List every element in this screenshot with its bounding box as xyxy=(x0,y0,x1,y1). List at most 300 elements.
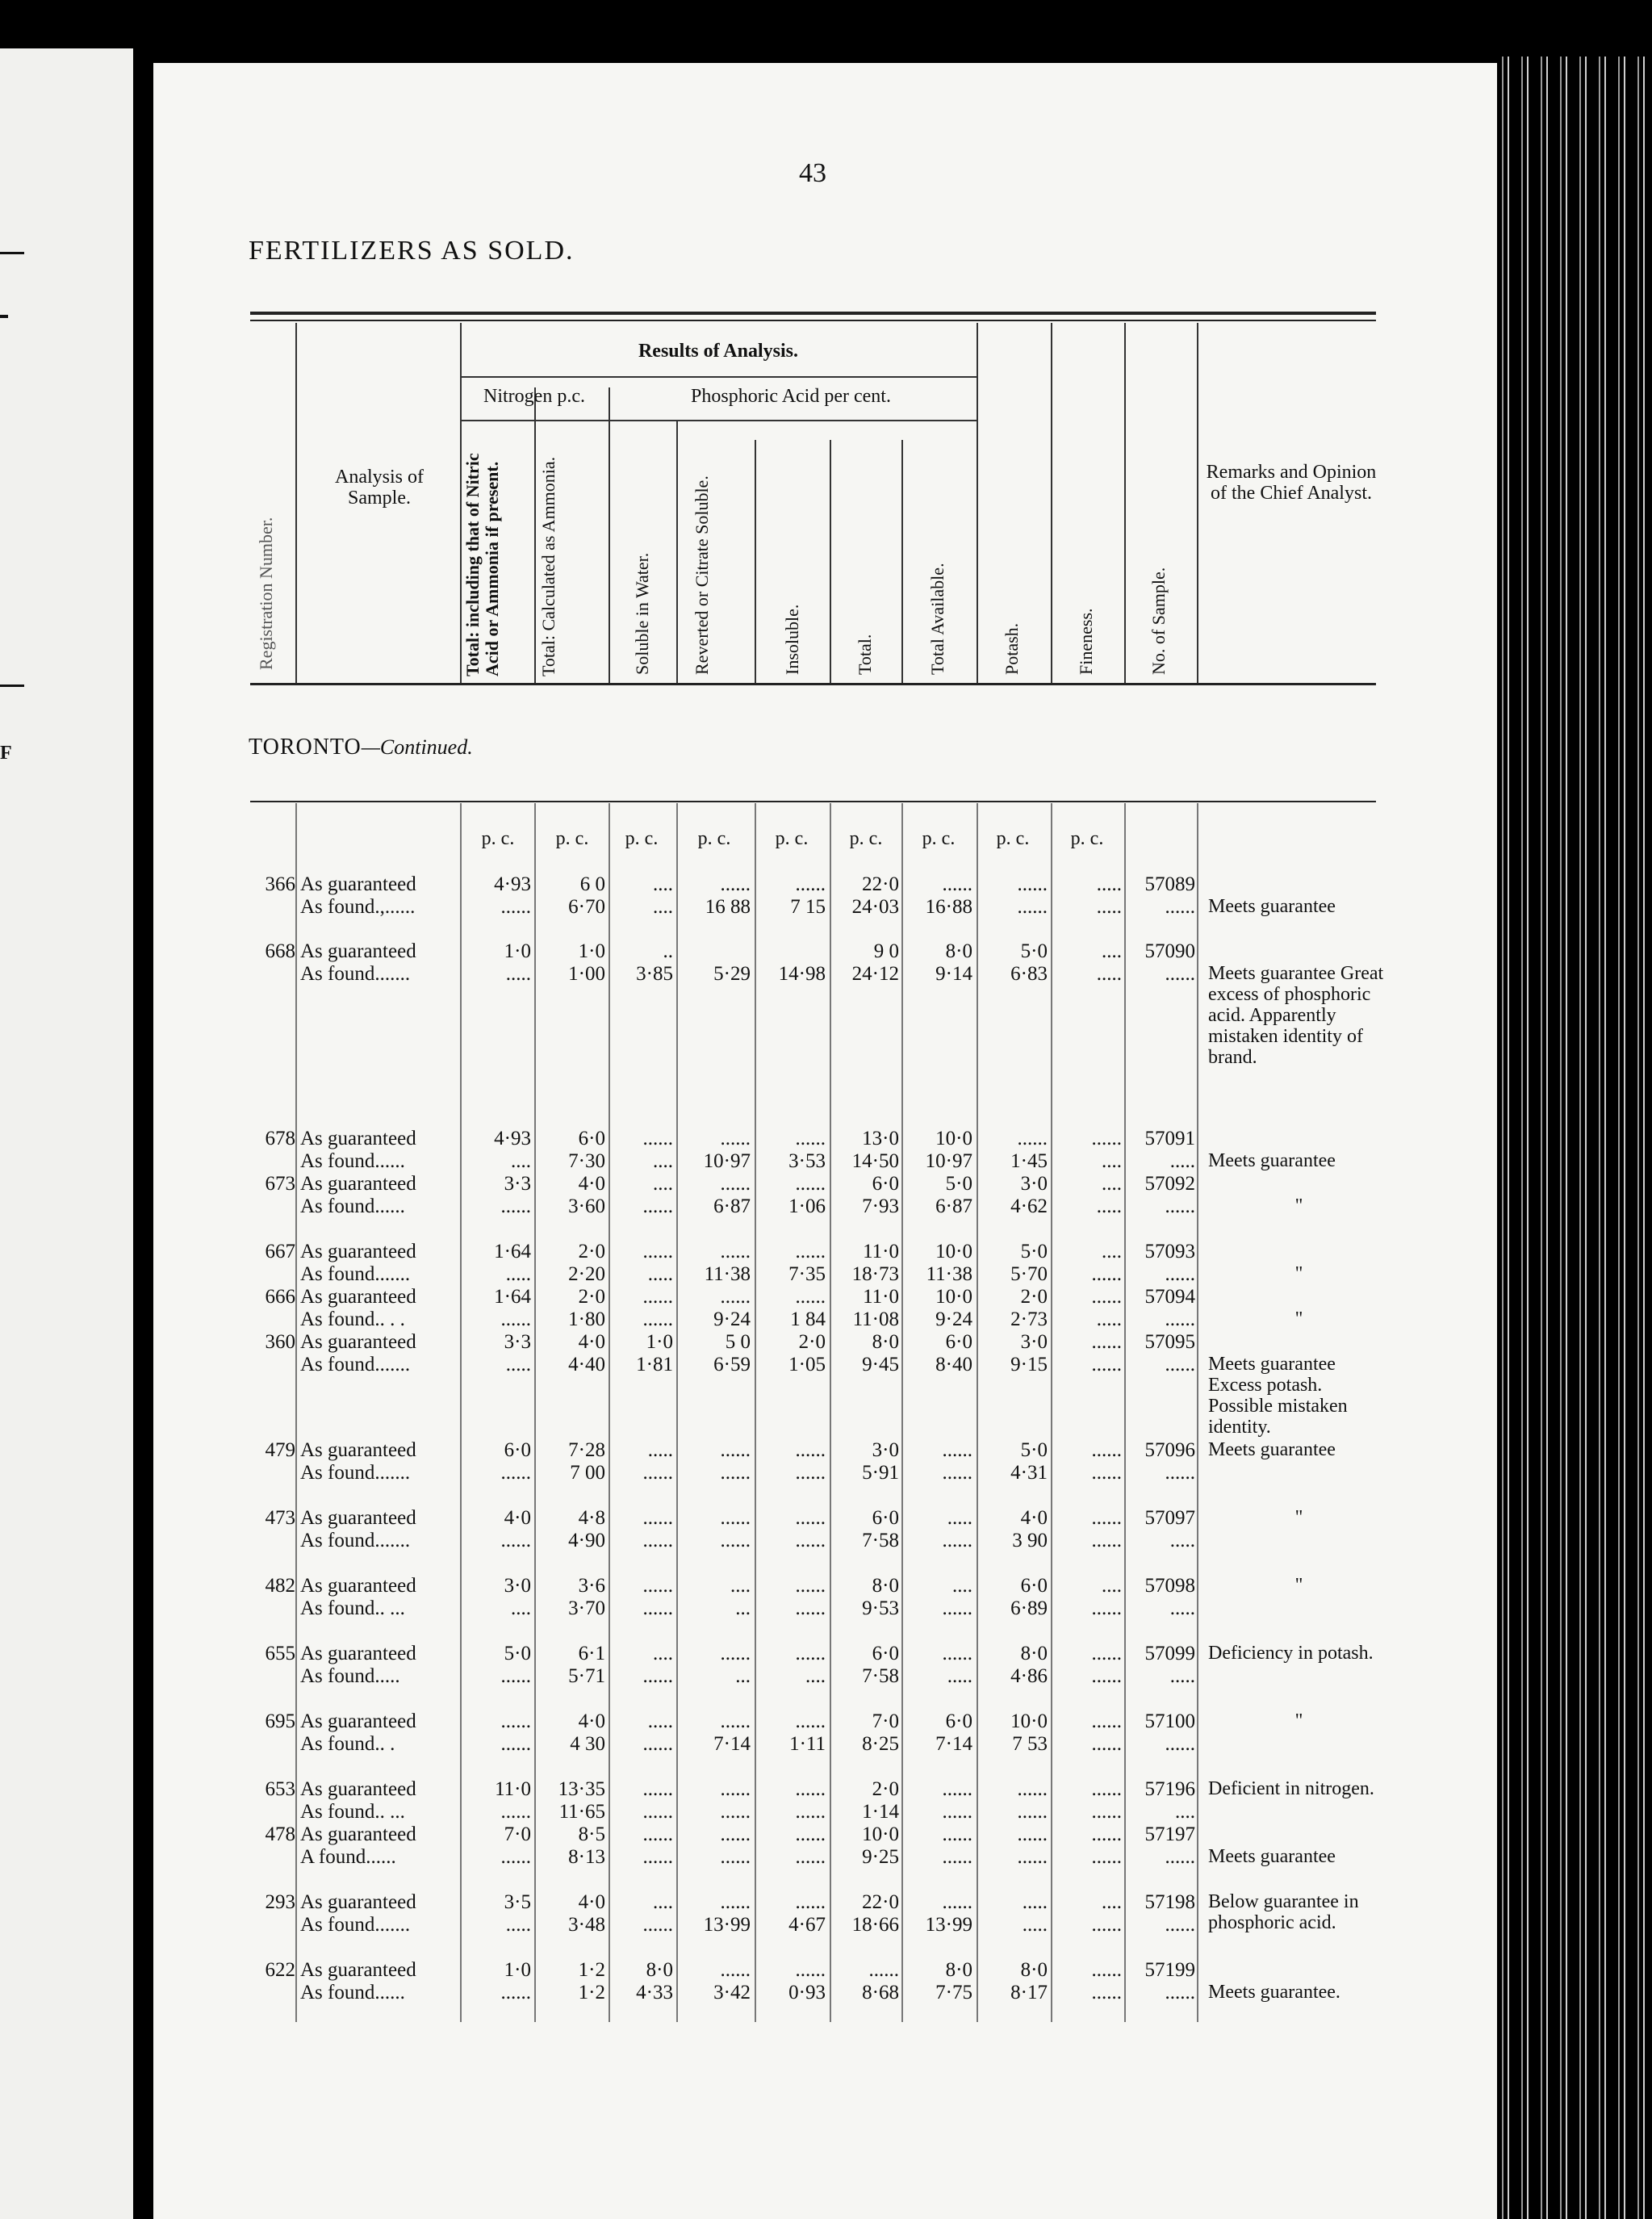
cell-sample: 57197 xyxy=(1144,1823,1195,1845)
cell-sol: ...... xyxy=(642,1846,673,1868)
cell-sol: ...... xyxy=(642,1286,673,1308)
cell-fin: ...... xyxy=(1091,1643,1122,1664)
cell-sol: .. xyxy=(663,940,673,962)
cell-sol: 1·0 xyxy=(646,1331,673,1353)
cell-pot: 10·0 xyxy=(1010,1710,1048,1732)
header-top-rule-2 xyxy=(250,320,1376,321)
cell-rev: 11·38 xyxy=(704,1263,751,1285)
cell-label: As found..... xyxy=(300,1665,400,1687)
cell-n-total: .... xyxy=(511,1150,531,1172)
unit-label: p. c. xyxy=(625,828,659,849)
cell-label: As guaranteed xyxy=(300,940,416,962)
cell-tot: 8·25 xyxy=(862,1733,899,1755)
header-top-rule xyxy=(250,312,1376,315)
unit-label: p. c. xyxy=(481,828,515,849)
cell-tot: 3·0 xyxy=(872,1439,899,1461)
cell-sample: 57198 xyxy=(1144,1891,1195,1913)
cell-label: As found....... xyxy=(300,1263,411,1285)
cell-ins: ...... xyxy=(795,1643,826,1664)
cell-pot: ...... xyxy=(1017,1801,1048,1823)
cell-avail: 11·38 xyxy=(926,1263,972,1285)
cell-rev: 10·97 xyxy=(703,1150,751,1172)
cell-fin: ..... xyxy=(1096,1308,1122,1330)
cell-pot: ...... xyxy=(1017,1128,1048,1149)
cell-n-total: ..... xyxy=(505,1354,531,1375)
cell-tot: 1·14 xyxy=(862,1801,899,1823)
cell-sol: .... xyxy=(653,1173,673,1195)
cell-tot: 11·0 xyxy=(863,1286,899,1308)
cell-label: As found...... xyxy=(300,1195,405,1217)
cell-sol: .... xyxy=(653,1150,673,1172)
cell-n-amm: 7·28 xyxy=(568,1439,605,1461)
cell-pot: ...... xyxy=(1017,873,1048,895)
cell-label: As found....... xyxy=(300,963,411,985)
cell-n-total: 1·0 xyxy=(504,940,531,962)
cell-tot: 9·53 xyxy=(862,1597,899,1619)
cell-tot: 7·0 xyxy=(872,1710,899,1732)
cell-rev: ...... xyxy=(720,1439,751,1461)
cell-sol: ...... xyxy=(642,1308,673,1330)
cell-pot: 8·0 xyxy=(1020,1643,1048,1664)
cell-n-total: ...... xyxy=(500,1665,531,1687)
nitrogen-group-header: Nitrogen p.c. xyxy=(483,386,585,407)
cell-rev: ...... xyxy=(720,1286,751,1308)
cell-fin: .... xyxy=(1102,1150,1122,1172)
cell-n-total: ..... xyxy=(505,963,531,985)
cell-sol: ...... xyxy=(642,1801,673,1823)
fineness-header: Fineness. xyxy=(1076,608,1096,675)
cell-label: As guaranteed xyxy=(300,1286,416,1308)
cell-avail: 10·0 xyxy=(935,1128,972,1149)
cell-n-total: ...... xyxy=(500,1733,531,1755)
cell-tot: 13·0 xyxy=(862,1128,899,1149)
cell-n-amm: 1·00 xyxy=(568,963,605,985)
cell-ins: 14·98 xyxy=(778,963,826,985)
cell-reg: 360 xyxy=(265,1331,295,1353)
cell-avail: 7·14 xyxy=(935,1733,972,1755)
cell-remark: Meets guarantee Great excess of phosphoric acid. Apparently mistaken identity of brand. xyxy=(1208,963,1384,1068)
cell-rev: ...... xyxy=(720,1462,751,1484)
cell-pot: 8·17 xyxy=(1010,1982,1048,2003)
page-title: FERTILIZERS AS SOLD. xyxy=(249,236,575,266)
cell-sol: 1·81 xyxy=(636,1354,673,1375)
cell-n-amm: 3·6 xyxy=(578,1575,605,1597)
cell-sample: ..... xyxy=(1169,1665,1195,1687)
cell-sol: ...... xyxy=(642,1914,673,1936)
cell-label: As found.. ... xyxy=(300,1801,405,1823)
cell-sol: ...... xyxy=(642,1597,673,1619)
cell-fin: ...... xyxy=(1091,1914,1122,1936)
cell-n-total: 3·0 xyxy=(504,1575,531,1597)
cell-fin: ...... xyxy=(1091,1263,1122,1285)
cell-avail: ..... xyxy=(947,1507,972,1529)
cell-ins: ...... xyxy=(795,1507,826,1529)
cell-sample: 57099 xyxy=(1144,1643,1195,1664)
cell-ins: .... xyxy=(805,1665,826,1687)
cell-sample: ...... xyxy=(1165,1354,1195,1375)
cell-avail: 6·0 xyxy=(945,1331,972,1353)
cell-rev: ...... xyxy=(720,1173,751,1195)
cell-label: As found...... xyxy=(300,1982,405,2003)
col-divider xyxy=(609,387,610,683)
cell-rev: ...... xyxy=(720,1507,751,1529)
cell-pot: 5·0 xyxy=(1020,940,1048,962)
results-of-analysis-header: Results of Analysis. xyxy=(638,341,799,362)
cell-ins: 2·0 xyxy=(798,1331,826,1353)
cell-remark: Meets guarantee xyxy=(1208,896,1336,917)
cell-reg: 479 xyxy=(265,1439,295,1461)
cell-pot: 5·70 xyxy=(1010,1263,1048,1285)
cell-label: As guaranteed xyxy=(300,1331,416,1353)
cell-n-total: ...... xyxy=(500,896,531,918)
cell-sol: .... xyxy=(653,1891,673,1913)
cell-ins: 4·67 xyxy=(788,1914,826,1936)
cell-sol: ...... xyxy=(642,1530,673,1551)
cell-reg: 695 xyxy=(265,1710,295,1732)
cell-fin: .... xyxy=(1102,1891,1122,1913)
cell-rev: ...... xyxy=(720,1710,751,1732)
cell-pot: 4·86 xyxy=(1010,1665,1048,1687)
cell-sample: ...... xyxy=(1165,1914,1195,1936)
cell-reg: 678 xyxy=(265,1128,295,1149)
subgroup-rule xyxy=(460,420,977,421)
cell-pot: 8·0 xyxy=(1020,1959,1048,1981)
cell-label: A found...... xyxy=(300,1846,396,1868)
cell-n-total: 11·0 xyxy=(495,1778,531,1800)
cell-sample: 57096 xyxy=(1144,1439,1195,1461)
cell-label: As found....... xyxy=(300,1914,411,1936)
cell-n-amm: 7·30 xyxy=(568,1150,605,1172)
cell-fin: ..... xyxy=(1096,1195,1122,1217)
cell-sol: 3·85 xyxy=(636,963,673,985)
cell-rev: 7·14 xyxy=(713,1733,751,1755)
cell-reg: 622 xyxy=(265,1959,295,1981)
cell-avail: 13·99 xyxy=(925,1914,972,1936)
cell-n-amm: 4·0 xyxy=(578,1331,605,1353)
cell-ins: 1·06 xyxy=(788,1195,826,1217)
cell-sample: 57091 xyxy=(1144,1128,1195,1149)
cell-avail: 8·0 xyxy=(945,940,972,962)
cell-n-total: ...... xyxy=(500,1530,531,1551)
cell-pot: ...... xyxy=(1017,1823,1048,1845)
cell-tot: 7·58 xyxy=(862,1665,899,1687)
unit-label: p. c. xyxy=(849,828,883,849)
cell-n-amm: 3·70 xyxy=(568,1597,605,1619)
cell-sample: ..... xyxy=(1169,1150,1195,1172)
insoluble-header: Insoluble. xyxy=(782,604,802,675)
cell-label: As found.. . xyxy=(300,1733,395,1755)
col-divider xyxy=(1124,323,1126,683)
cell-ins: ...... xyxy=(795,1823,826,1845)
cell-ins: 1·11 xyxy=(789,1733,826,1755)
cell-n-amm: 4·90 xyxy=(568,1530,605,1551)
cell-pot: ...... xyxy=(1017,896,1048,918)
cell-avail: ...... xyxy=(942,873,972,895)
cell-rev: ...... xyxy=(720,1241,751,1262)
soluble-water-header: Soluble in Water. xyxy=(632,552,652,675)
cell-fin: ..... xyxy=(1096,873,1122,895)
cell-sample: ...... xyxy=(1165,1308,1195,1330)
cell-reg: 473 xyxy=(265,1507,295,1529)
cell-tot: 11·08 xyxy=(852,1308,899,1330)
cell-avail: ...... xyxy=(942,1823,972,1845)
cell-fin: ...... xyxy=(1091,1982,1122,2003)
cell-sample: 57094 xyxy=(1144,1286,1195,1308)
cell-reg: 673 xyxy=(265,1173,295,1195)
unit-label: p. c. xyxy=(996,828,1030,849)
cell-tot: 9·45 xyxy=(862,1354,899,1375)
total-available-header: Total Available. xyxy=(927,563,947,675)
cell-avail: 10·0 xyxy=(935,1286,972,1308)
cell-avail: ...... xyxy=(942,1778,972,1800)
cell-fin: ...... xyxy=(1091,1801,1122,1823)
cell-sol: ..... xyxy=(647,1710,673,1732)
cell-fin: ...... xyxy=(1091,1665,1122,1687)
cell-n-amm: 1·2 xyxy=(578,1982,605,2003)
cell-label: As guaranteed xyxy=(300,1823,416,1845)
cell-label: As guaranteed xyxy=(300,1241,416,1262)
cell-avail: ...... xyxy=(942,1530,972,1551)
cell-tot: 6·0 xyxy=(872,1643,899,1664)
cell-ins: ...... xyxy=(795,1173,826,1195)
cell-sol: ...... xyxy=(642,1241,673,1262)
cell-ins: ...... xyxy=(795,1959,826,1981)
cell-rev: 6·59 xyxy=(713,1354,751,1375)
analysis-of-sample-header: Analysis of Sample. xyxy=(335,467,424,509)
cell-sol: ...... xyxy=(642,1823,673,1845)
cell-sample: .... xyxy=(1175,1801,1195,1823)
cell-fin: ...... xyxy=(1091,1128,1122,1149)
cell-n-amm: 4·40 xyxy=(568,1354,605,1375)
remarks-header: Remarks and Opinion of the Chief Analyst. xyxy=(1206,462,1377,504)
cell-n-amm: 5·71 xyxy=(568,1665,605,1687)
cell-n-total: ..... xyxy=(505,1914,531,1936)
cell-rev: ...... xyxy=(720,1128,751,1149)
no-of-sample-header: No. of Sample. xyxy=(1148,567,1169,675)
cell-fin: .... xyxy=(1102,940,1122,962)
cell-n-total: 4·0 xyxy=(504,1507,531,1529)
col-divider xyxy=(830,440,831,683)
cell-avail: 8·0 xyxy=(945,1959,972,1981)
cell-rev: ... xyxy=(735,1665,751,1687)
cell-n-amm: 4·0 xyxy=(578,1710,605,1732)
cell-avail: 5·0 xyxy=(945,1173,972,1195)
cell-pot: 4·31 xyxy=(1010,1462,1048,1484)
cell-fin: ...... xyxy=(1091,1597,1122,1619)
cell-fin: ...... xyxy=(1091,1959,1122,1981)
cell-pot: 6·89 xyxy=(1010,1597,1048,1619)
cell-ins: ...... xyxy=(795,1891,826,1913)
cell-pot: 4·62 xyxy=(1010,1195,1048,1217)
cell-avail: 9·24 xyxy=(935,1308,972,1330)
cell-sol: ...... xyxy=(642,1733,673,1755)
cell-tot: 7·58 xyxy=(862,1530,899,1551)
cell-reg: 482 xyxy=(265,1575,295,1597)
cell-fin: ...... xyxy=(1091,1354,1122,1375)
cell-pot: 3·0 xyxy=(1020,1173,1048,1195)
cell-remark: Meets guarantee xyxy=(1208,1150,1336,1171)
cell-ins: ...... xyxy=(795,1530,826,1551)
cell-rev: ...... xyxy=(720,1801,751,1823)
cell-pot: ..... xyxy=(1022,1891,1048,1913)
cell-label: As found....... xyxy=(300,1530,411,1551)
cell-n-total: ...... xyxy=(500,1846,531,1868)
cell-remark: Meets guarantee xyxy=(1208,1846,1336,1867)
unit-label: p. c. xyxy=(922,828,956,849)
results-rule xyxy=(460,376,977,378)
cell-avail: 6·87 xyxy=(935,1195,972,1217)
cell-tot: 18·73 xyxy=(851,1263,899,1285)
cell-tot: 8·68 xyxy=(862,1982,899,2003)
cell-ins: 7 15 xyxy=(790,896,826,918)
cell-reg: 293 xyxy=(265,1891,295,1913)
cell-remark: Below guarantee in phosphoric acid. xyxy=(1208,1891,1359,1933)
cell-fin: ...... xyxy=(1091,1733,1122,1755)
cell-n-total: ..... xyxy=(505,1263,531,1285)
cell-n-amm: 7 00 xyxy=(570,1462,605,1484)
cell-n-total: 5·0 xyxy=(504,1643,531,1664)
cell-n-amm: 13·35 xyxy=(558,1778,605,1800)
cell-n-amm: 4·0 xyxy=(578,1891,605,1913)
cell-ins: ...... xyxy=(795,1597,826,1619)
cell-remark: " xyxy=(1294,1710,1303,1731)
cell-reg: 668 xyxy=(265,940,295,962)
cell-sample: 57093 xyxy=(1144,1241,1195,1262)
col-divider xyxy=(977,323,978,683)
cell-avail: 10·97 xyxy=(925,1150,972,1172)
cell-sample: ...... xyxy=(1165,1195,1195,1217)
cell-pot: 3 90 xyxy=(1012,1530,1048,1551)
cell-label: As guaranteed xyxy=(300,1439,416,1461)
cell-label: As guaranteed xyxy=(300,1891,416,1913)
cell-ins: 7·35 xyxy=(788,1263,826,1285)
cell-n-amm: 8·13 xyxy=(568,1846,605,1868)
cell-tot: 8·0 xyxy=(872,1575,899,1597)
cell-pot: 5·0 xyxy=(1020,1439,1048,1461)
cell-tot: 5·91 xyxy=(862,1462,899,1484)
cell-ins: ...... xyxy=(795,1778,826,1800)
unit-label: p. c. xyxy=(555,828,589,849)
cell-sample: 57199 xyxy=(1144,1959,1195,1981)
cell-n-amm: 6·0 xyxy=(578,1128,605,1149)
cell-rev: ...... xyxy=(720,1959,751,1981)
cell-remark: " xyxy=(1294,1195,1303,1216)
cell-sol: ...... xyxy=(642,1575,673,1597)
cell-pot: 1·45 xyxy=(1010,1150,1048,1172)
cell-remark: Deficiency in potash. xyxy=(1208,1643,1374,1664)
cell-tot: 6·0 xyxy=(872,1173,899,1195)
cell-sol: ...... xyxy=(642,1665,673,1687)
col-divider xyxy=(901,440,903,683)
cell-remark: Meets guarantee xyxy=(1208,1439,1336,1460)
cell-sol: ..... xyxy=(647,1439,673,1461)
col-divider xyxy=(1051,323,1052,683)
cell-rev: 9·24 xyxy=(713,1308,751,1330)
cell-rev: 13·99 xyxy=(703,1914,751,1936)
cell-sample: ...... xyxy=(1165,963,1195,985)
cell-reg: 655 xyxy=(265,1643,295,1664)
cell-tot: 24·12 xyxy=(851,963,899,985)
cell-rev: 16 88 xyxy=(705,896,751,918)
cell-sample: ..... xyxy=(1169,1597,1195,1619)
cell-rev: ...... xyxy=(720,1530,751,1551)
cell-sample: 57196 xyxy=(1144,1778,1195,1800)
col-divider xyxy=(534,387,536,683)
page-number: 43 xyxy=(799,158,826,188)
cell-n-total: ...... xyxy=(500,1982,531,2003)
cell-rev: ...... xyxy=(720,873,751,895)
cell-avail: 9·14 xyxy=(935,963,972,985)
cell-tot: 18·66 xyxy=(851,1914,899,1936)
cell-reg: 667 xyxy=(265,1241,295,1262)
cell-ins: ...... xyxy=(795,1128,826,1149)
unit-label: p. c. xyxy=(1070,828,1104,849)
cell-sample: 57090 xyxy=(1144,940,1195,962)
cell-ins: ...... xyxy=(795,873,826,895)
cell-sample: ...... xyxy=(1165,1982,1195,2003)
cell-ins: 0·93 xyxy=(788,1982,826,2003)
cell-n-amm: 1·2 xyxy=(578,1959,605,1981)
cell-pot: 4·0 xyxy=(1020,1507,1048,1529)
cell-pot: 2·73 xyxy=(1010,1308,1048,1330)
cell-fin: ...... xyxy=(1091,1778,1122,1800)
cell-label: As found...... xyxy=(300,1150,405,1172)
reverted-citrate-header: Reverted or Citrate Soluble. xyxy=(692,475,712,675)
book-page-edges xyxy=(1497,57,1652,2219)
cell-pot: ..... xyxy=(1022,1914,1048,1936)
cell-n-total: 3·3 xyxy=(504,1331,531,1353)
cell-reg: 366 xyxy=(265,873,295,895)
cell-remark: " xyxy=(1294,1263,1303,1284)
cell-pot: ...... xyxy=(1017,1778,1048,1800)
cell-avail: ...... xyxy=(942,1846,972,1868)
cell-rev: ...... xyxy=(720,1891,751,1913)
cell-ins: 1 84 xyxy=(790,1308,826,1330)
cell-ins: ...... xyxy=(795,1286,826,1308)
cell-rev: ...... xyxy=(720,1846,751,1868)
cell-rev: ...... xyxy=(720,1643,751,1664)
cell-sol: ..... xyxy=(647,1263,673,1285)
cell-pot: 7 53 xyxy=(1012,1733,1048,1755)
cell-avail: 6·0 xyxy=(945,1710,972,1732)
cell-tot: 9·25 xyxy=(862,1846,899,1868)
cell-sample: ...... xyxy=(1165,1846,1195,1868)
cell-rev: 6·87 xyxy=(713,1195,751,1217)
cell-avail: 10·0 xyxy=(935,1241,972,1262)
cell-sol: ...... xyxy=(642,1507,673,1529)
cell-fin: ...... xyxy=(1091,1846,1122,1868)
cell-ins: ...... xyxy=(795,1462,826,1484)
cell-n-total: .... xyxy=(511,1597,531,1619)
cell-n-total: 6·0 xyxy=(504,1439,531,1461)
cell-sample: 57098 xyxy=(1144,1575,1195,1597)
cell-n-total: 1·64 xyxy=(494,1241,531,1262)
cell-sample: 57089 xyxy=(1144,873,1195,895)
cell-sol: .... xyxy=(653,873,673,895)
cell-fin: ...... xyxy=(1091,1530,1122,1551)
col-divider xyxy=(676,420,678,683)
registration-number-header: Registration Number. xyxy=(256,517,276,670)
nitrogen-ammonia-header: Total: Calculated as Ammonia. xyxy=(538,456,558,676)
cell-label: As found....... xyxy=(300,1462,411,1484)
cell-ins: 1·05 xyxy=(788,1354,826,1375)
cell-tot: 22·0 xyxy=(862,873,899,895)
cell-remark: " xyxy=(1294,1575,1303,1596)
header-bottom-rule xyxy=(250,683,1376,685)
cell-n-total: ...... xyxy=(500,1710,531,1732)
cell-n-amm: 4·0 xyxy=(578,1173,605,1195)
body-top-rule xyxy=(250,801,1376,802)
